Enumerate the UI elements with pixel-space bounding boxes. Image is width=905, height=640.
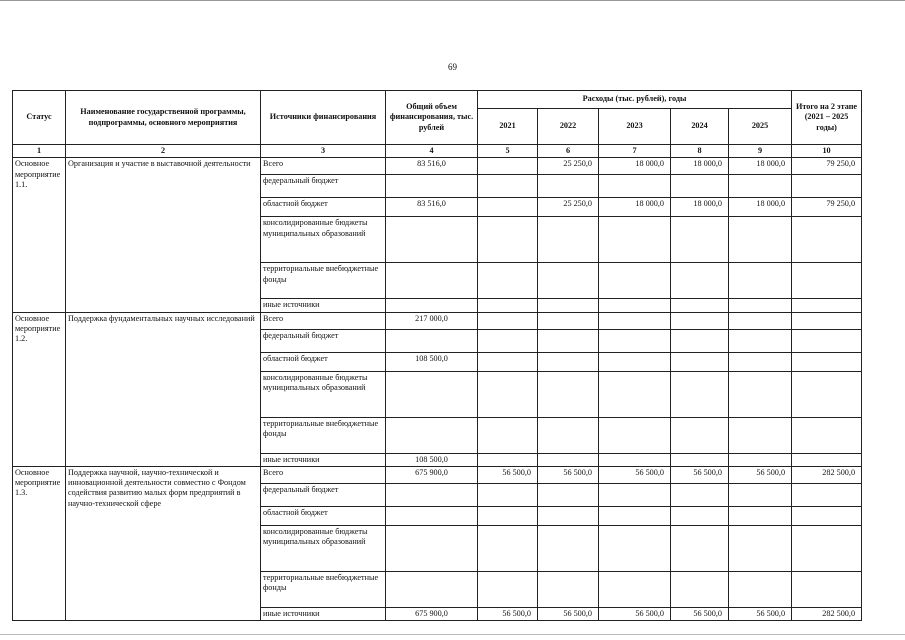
funding-source-cell: территориальные внебюджетные фонды xyxy=(261,571,386,607)
year-value-cell xyxy=(729,217,792,263)
activity-name-cell: Организация и участие в выставочной деятельности xyxy=(66,158,261,312)
year-value-cell xyxy=(538,217,599,263)
year-value-cell xyxy=(478,263,538,299)
year-value-cell xyxy=(599,329,671,352)
year-value-cell xyxy=(729,312,792,329)
year-value-cell xyxy=(671,453,729,466)
year-value-cell xyxy=(729,571,792,607)
year-value-cell: 25 250,0 xyxy=(538,158,599,175)
itogo-cell xyxy=(792,417,862,453)
year-value-cell xyxy=(671,217,729,263)
year-value-cell xyxy=(729,371,792,417)
year-value-cell xyxy=(599,571,671,607)
year-value-cell: 56 500,0 xyxy=(538,466,599,483)
status-cell: Основное мероприятие 1.3. xyxy=(13,466,66,620)
budget-table xyxy=(12,90,862,621)
funding-source-cell: консолидированные бюджеты муниципальных образований xyxy=(261,371,386,417)
header-year: 2024 xyxy=(671,109,729,145)
year-value-cell xyxy=(478,506,538,525)
year-value-cell xyxy=(729,263,792,299)
year-value-cell: 56 500,0 xyxy=(538,607,599,620)
column-index: 4 xyxy=(386,145,478,158)
year-value-cell xyxy=(478,198,538,217)
year-value-cell xyxy=(599,371,671,417)
funding-source-cell: консолидированные бюджеты муниципальных образований xyxy=(261,217,386,263)
header-year: 2022 xyxy=(538,109,599,145)
funding-source-cell: Всего xyxy=(261,466,386,483)
year-value-cell xyxy=(599,417,671,453)
year-value-cell xyxy=(671,571,729,607)
year-value-cell xyxy=(599,263,671,299)
funding-source-cell: иные источники xyxy=(261,607,386,620)
year-value-cell xyxy=(729,299,792,312)
year-value-cell xyxy=(478,312,538,329)
header-year: 2023 xyxy=(599,109,671,145)
year-value-cell xyxy=(729,417,792,453)
year-value-cell xyxy=(538,453,599,466)
header-year: 2025 xyxy=(729,109,792,145)
total-volume-cell xyxy=(386,417,478,453)
year-value-cell: 56 500,0 xyxy=(599,607,671,620)
itogo-cell: 282 500,0 xyxy=(792,466,862,483)
year-value-cell xyxy=(599,217,671,263)
total-volume-cell xyxy=(386,483,478,506)
year-value-cell xyxy=(599,483,671,506)
year-value-cell xyxy=(599,352,671,371)
column-index: 8 xyxy=(671,145,729,158)
year-value-cell xyxy=(538,525,599,571)
funding-source-cell: областной бюджет xyxy=(261,198,386,217)
year-value-cell: 18 000,0 xyxy=(599,158,671,175)
header-itogo: Итого на 2 этапе (2021 – 2025 годы) xyxy=(792,91,862,145)
total-volume-cell xyxy=(386,571,478,607)
total-volume-cell: 675 900,0 xyxy=(386,466,478,483)
year-value-cell xyxy=(478,525,538,571)
year-value-cell: 56 500,0 xyxy=(478,466,538,483)
column-index: 6 xyxy=(538,145,599,158)
total-volume-cell xyxy=(386,299,478,312)
page-number: 69 xyxy=(448,62,457,72)
column-index: 5 xyxy=(478,145,538,158)
funding-source-cell: иные источники xyxy=(261,299,386,312)
itogo-cell: 79 250,0 xyxy=(792,198,862,217)
column-index: 10 xyxy=(792,145,862,158)
year-value-cell xyxy=(478,217,538,263)
itogo-cell xyxy=(792,453,862,466)
year-value-cell xyxy=(599,506,671,525)
year-value-cell xyxy=(478,371,538,417)
year-value-cell xyxy=(729,506,792,525)
total-volume-cell xyxy=(386,263,478,299)
total-volume-cell xyxy=(386,217,478,263)
total-volume-cell: 83 516,0 xyxy=(386,158,478,175)
itogo-cell xyxy=(792,371,862,417)
itogo-cell xyxy=(792,299,862,312)
funding-source-cell: федеральный бюджет xyxy=(261,175,386,198)
year-value-cell: 56 500,0 xyxy=(729,466,792,483)
year-value-cell xyxy=(478,175,538,198)
funding-source-cell: территориальные внебюджетные фонды xyxy=(261,417,386,453)
table-body xyxy=(13,158,862,621)
itogo-cell: 282 500,0 xyxy=(792,607,862,620)
itogo-cell xyxy=(792,175,862,198)
table-row xyxy=(13,158,862,175)
year-value-cell: 56 500,0 xyxy=(671,607,729,620)
column-index: 3 xyxy=(261,145,386,158)
year-value-cell: 25 250,0 xyxy=(538,198,599,217)
year-value-cell xyxy=(538,329,599,352)
year-value-cell xyxy=(478,158,538,175)
itogo-cell xyxy=(792,506,862,525)
year-value-cell xyxy=(599,175,671,198)
year-value-cell xyxy=(671,329,729,352)
header-expenses: Расходы (тыс. рублей), годы xyxy=(478,91,792,109)
year-value-cell xyxy=(538,352,599,371)
year-value-cell xyxy=(538,506,599,525)
year-value-cell xyxy=(599,299,671,312)
total-volume-cell xyxy=(386,525,478,571)
year-value-cell xyxy=(671,506,729,525)
year-value-cell xyxy=(599,312,671,329)
year-value-cell xyxy=(671,371,729,417)
total-volume-cell: 108 500,0 xyxy=(386,453,478,466)
activity-name-cell: Поддержка научной, научно-технической и инновационной деятельности совместно с Фондом содействия развитию малых форм предприятий в научно-технической сфере xyxy=(66,466,261,620)
column-index: 9 xyxy=(729,145,792,158)
year-value-cell xyxy=(729,352,792,371)
year-value-cell: 18 000,0 xyxy=(599,198,671,217)
total-volume-cell xyxy=(386,329,478,352)
funding-source-cell: областной бюджет xyxy=(261,506,386,525)
column-index: 1 xyxy=(13,145,66,158)
funding-source-cell: федеральный бюджет xyxy=(261,329,386,352)
year-value-cell xyxy=(729,525,792,571)
itogo-cell xyxy=(792,329,862,352)
total-volume-cell xyxy=(386,371,478,417)
year-value-cell: 18 000,0 xyxy=(671,198,729,217)
total-volume-cell xyxy=(386,506,478,525)
year-value-cell xyxy=(671,525,729,571)
year-value-cell xyxy=(729,483,792,506)
column-index: 2 xyxy=(66,145,261,158)
year-value-cell xyxy=(599,453,671,466)
total-volume-cell: 675 900,0 xyxy=(386,607,478,620)
header-total-volume: Общий объем финансирования, тыс. рублей xyxy=(386,91,478,145)
year-value-cell: 56 500,0 xyxy=(478,607,538,620)
year-value-cell: 18 000,0 xyxy=(729,198,792,217)
itogo-cell xyxy=(792,217,862,263)
bottom-scan-border xyxy=(0,634,905,636)
itogo-cell xyxy=(792,525,862,571)
funding-source-cell: консолидированные бюджеты муниципальных образований xyxy=(261,525,386,571)
year-value-cell xyxy=(538,483,599,506)
total-volume-cell xyxy=(386,175,478,198)
funding-source-cell: Всего xyxy=(261,158,386,175)
year-value-cell: 56 500,0 xyxy=(671,466,729,483)
year-value-cell xyxy=(478,571,538,607)
itogo-cell xyxy=(792,263,862,299)
header-sources: Источники финансирования xyxy=(261,91,386,145)
column-index: 7 xyxy=(599,145,671,158)
funding-source-cell: иные источники xyxy=(261,453,386,466)
activity-name-cell: Поддержка фундаментальных научных исследований xyxy=(66,312,261,466)
itogo-cell xyxy=(792,352,862,371)
year-value-cell xyxy=(671,299,729,312)
header-year: 2021 xyxy=(478,109,538,145)
table-header xyxy=(13,91,862,158)
total-volume-cell: 83 516,0 xyxy=(386,198,478,217)
itogo-cell xyxy=(792,312,862,329)
header-name: Наименование государственной программы, подпрограммы, основного мероприятия xyxy=(66,91,261,145)
funding-source-cell: областной бюджет xyxy=(261,352,386,371)
year-value-cell xyxy=(671,312,729,329)
year-value-cell: 56 500,0 xyxy=(729,607,792,620)
year-value-cell: 18 000,0 xyxy=(729,158,792,175)
year-value-cell xyxy=(478,329,538,352)
year-value-cell xyxy=(729,453,792,466)
year-value-cell xyxy=(538,371,599,417)
itogo-cell: 79 250,0 xyxy=(792,158,862,175)
year-value-cell: 56 500,0 xyxy=(599,466,671,483)
table-row xyxy=(13,312,862,329)
year-value-cell xyxy=(478,352,538,371)
itogo-cell xyxy=(792,483,862,506)
year-value-cell xyxy=(478,483,538,506)
status-cell: Основное мероприятие 1.2. xyxy=(13,312,66,466)
year-value-cell xyxy=(538,312,599,329)
total-volume-cell: 108 500,0 xyxy=(386,352,478,371)
table-row xyxy=(13,466,862,483)
year-value-cell xyxy=(478,453,538,466)
year-value-cell xyxy=(671,483,729,506)
year-value-cell xyxy=(538,417,599,453)
year-value-cell xyxy=(538,571,599,607)
status-cell: Основное мероприятие 1.1. xyxy=(13,158,66,312)
year-value-cell xyxy=(671,352,729,371)
year-value-cell xyxy=(478,417,538,453)
year-value-cell xyxy=(671,175,729,198)
itogo-cell xyxy=(792,571,862,607)
top-scan-border xyxy=(0,0,905,3)
year-value-cell xyxy=(538,175,599,198)
funding-source-cell: Всего xyxy=(261,312,386,329)
total-volume-cell: 217 000,0 xyxy=(386,312,478,329)
column-index-row xyxy=(13,145,862,158)
year-value-cell: 18 000,0 xyxy=(671,158,729,175)
year-value-cell xyxy=(599,525,671,571)
year-value-cell xyxy=(538,263,599,299)
year-value-cell xyxy=(478,299,538,312)
year-value-cell xyxy=(671,417,729,453)
funding-source-cell: территориальные внебюджетные фонды xyxy=(261,263,386,299)
year-value-cell xyxy=(538,299,599,312)
year-value-cell xyxy=(729,329,792,352)
year-value-cell xyxy=(729,175,792,198)
year-value-cell xyxy=(671,263,729,299)
funding-source-cell: федеральный бюджет xyxy=(261,483,386,506)
header-status: Статус xyxy=(13,91,66,145)
